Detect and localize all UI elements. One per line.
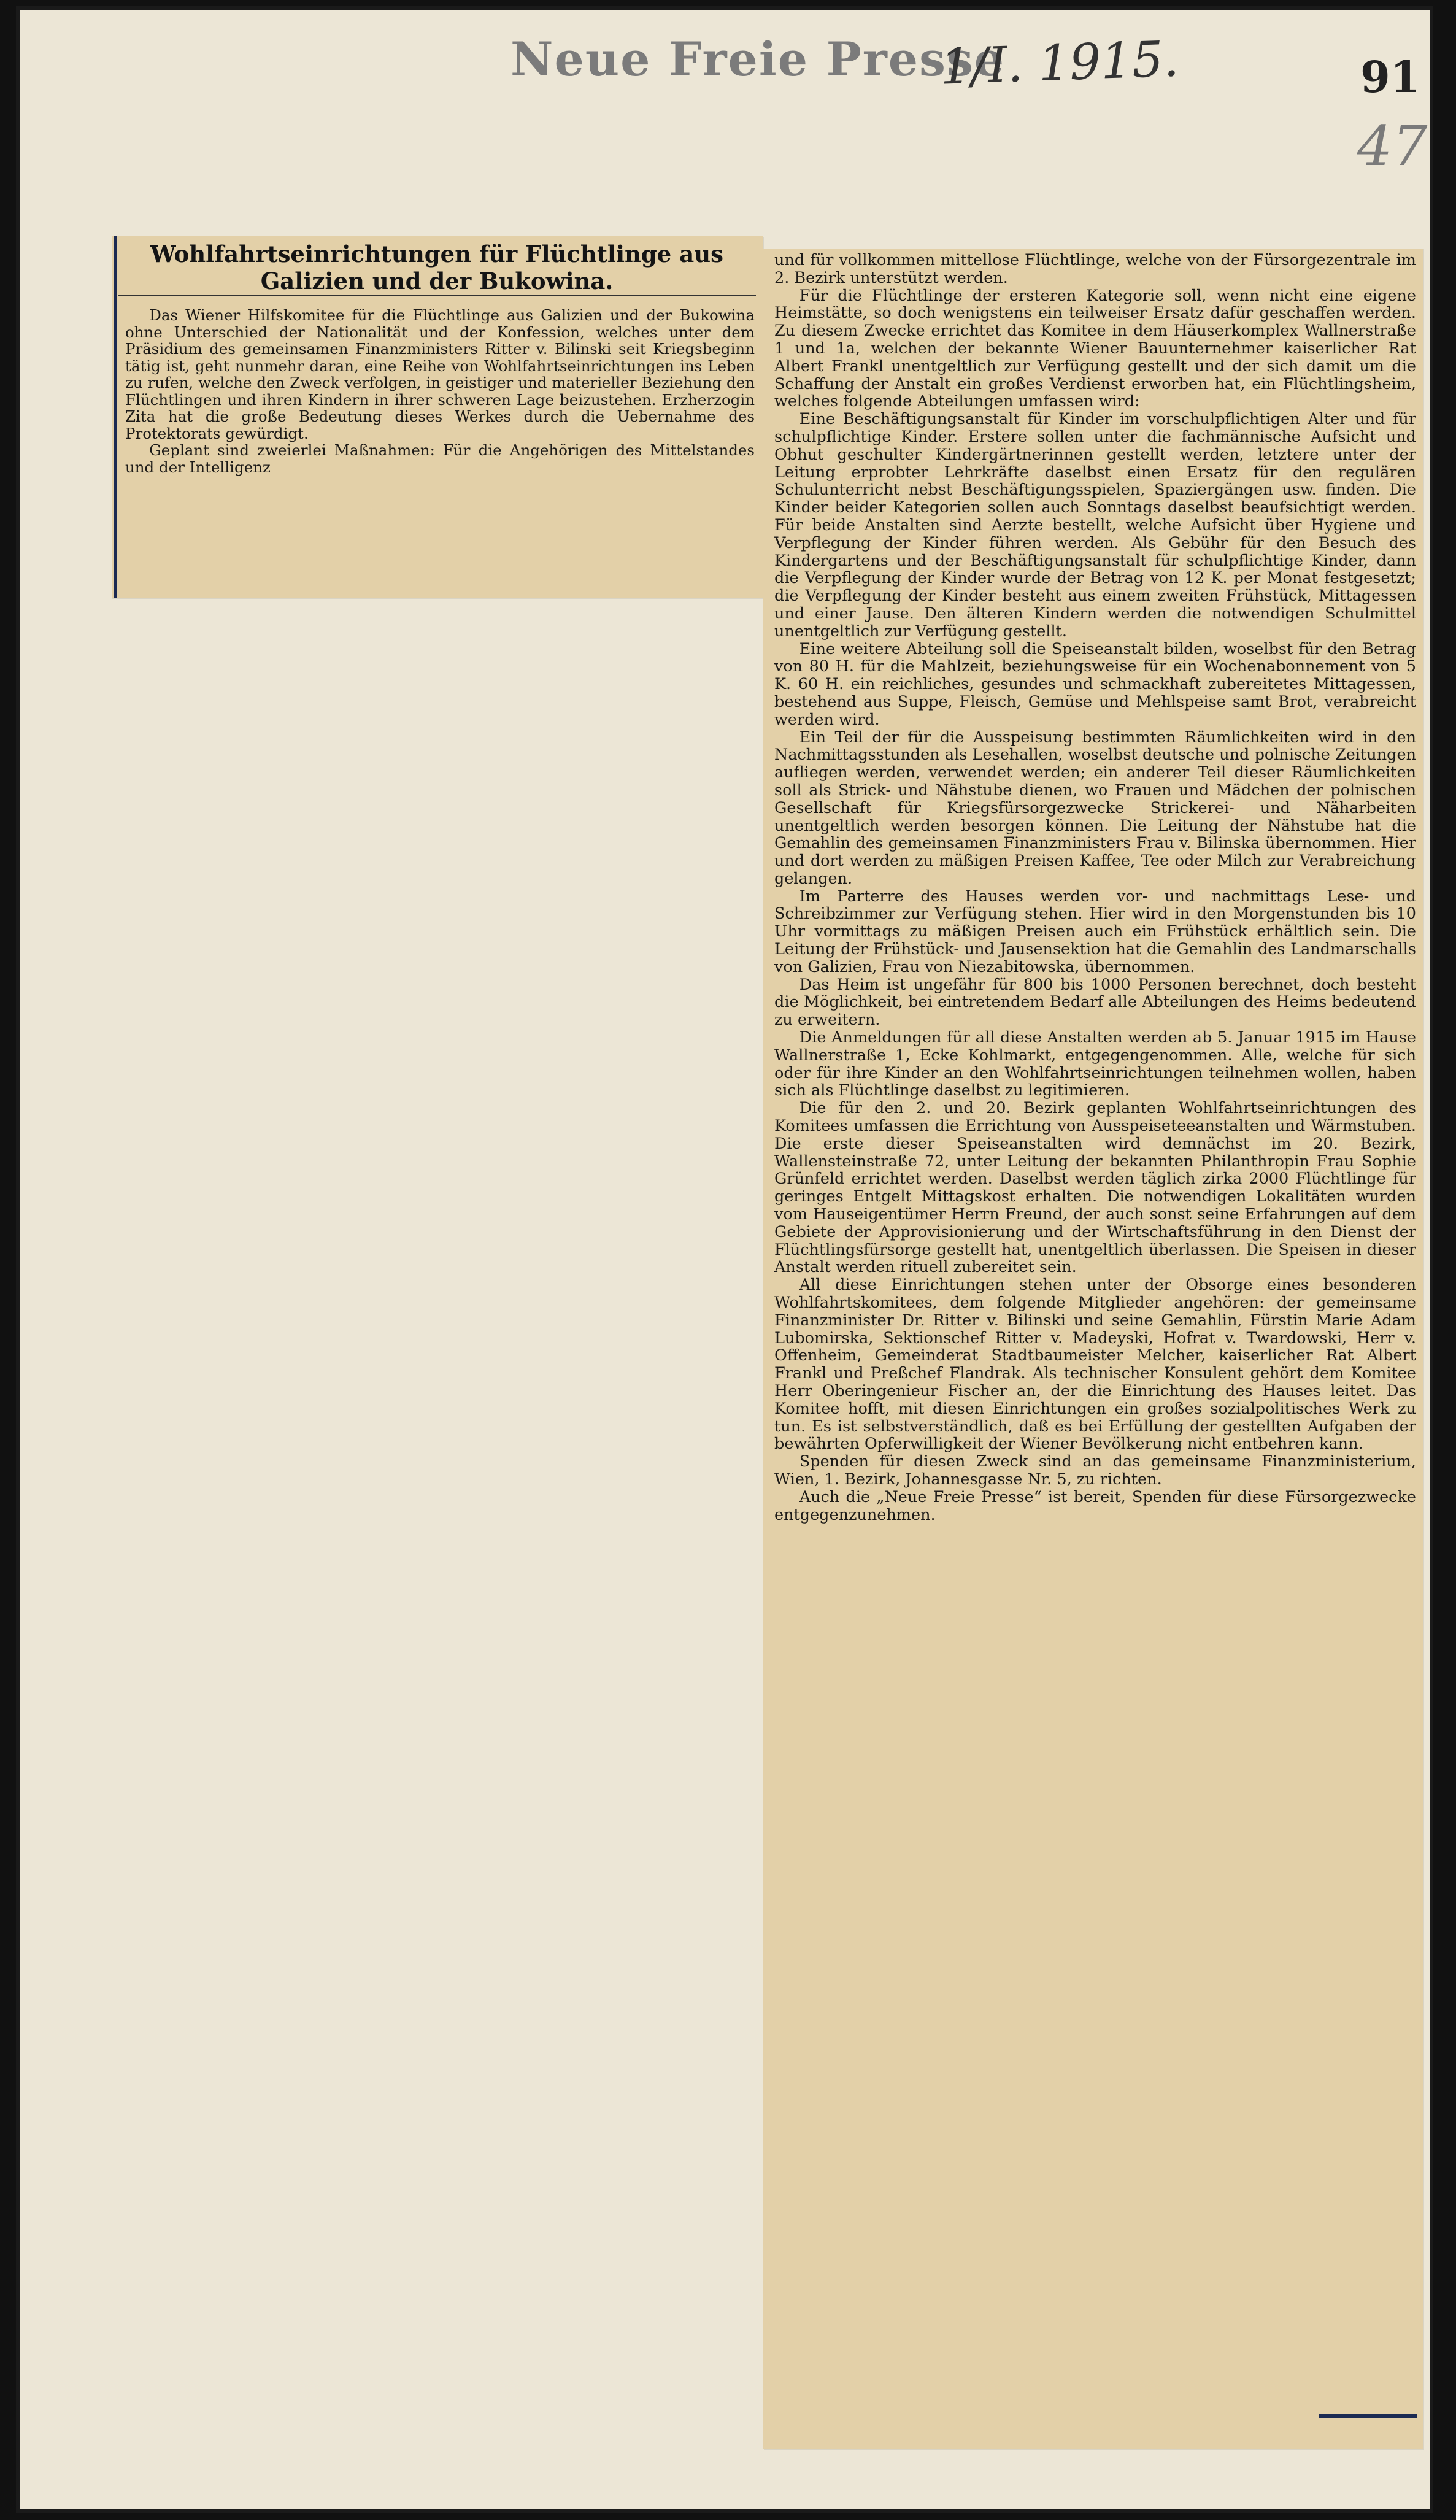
paragraph: Geplant sind zweierlei Maßnahmen: Für die Angehörigen des Mittelstandes und der Intelligenz	[125, 441, 755, 476]
end-rule	[1319, 2414, 1417, 2418]
article-title: Wohlfahrtseinrichtungen für Flüchtlinge aus Galizien und der Bukowina.	[150, 241, 723, 295]
paragraph: Für die Flüchtlinge der ersteren Kategorie soll, wenn nicht eine eigene Heimstätte, so doch wenigstens ein teilweiser Ersatz dafür geschaffen werden. Zu diesem Zwecke errichtet das Komitee in dem Häuserkomplex Wallnerstraße 1 und 1a, welchen der bekannte Wiener Bauunternehmer kaiserlicher Rat Albert Frankl unentgeltlich zur Verfügung gestellt und der sich damit um die Schaffung der Anstalt ein großes Verdienst erworben hat, ein Flüchtlingsheim, welches folgende Abteilungen umfassen wird:	[774, 286, 1416, 411]
handwritten-date: 1/I. 1915.	[939, 30, 1180, 96]
paragraph: Eine Beschäftigungsanstalt für Kinder im vorschulpflichtigen Alter und für schulpflichtige Kinder. Erstere sollen unter die fachmännische Aufsicht und Obhut geschulter Kindergärtnerinnen gestellt werden, letztere unter der Leitung erprobter Lehrkräfte daselbst einen Ersatz für den regulären Schulunterricht nebst Beschäftigungsspielen, Spaziergängen usw. finden. Die Kinder beider Kategorien sollen auch Sonntags daselbst beaufsichtigt werden. Für beide Anstalten sind Aerzte bestellt, welche Aufsicht über Hygiene und Verpflegung der Kinder führen werden. Als Gebühr für den Besuch des Kindergartens und der Beschäftigungsanstalt für schulpflichtige Kinder, dann die Verpflegung der Kinder wurde der Betrag von 12 K. per Monat festgesetzt; die Verpflegung der Kinder besteht aus einem zweiten Frühstück, Mittagessen und einer Jause. Den älteren Kindern werden die notwendigen Schulmittel unentgeltlich zur Verfügung gestellt.	[774, 410, 1416, 641]
paragraph: Spenden für diesen Zweck sind an das gemeinsame Finanzministerium, Wien, 1. Bezirk, Johannesgasse Nr. 5, zu richten.	[774, 1452, 1416, 1489]
paragraph: und für vollkommen mittellose Flüchtlinge, welche von der Fürsorgezentrale im 2. Bezirk unterstützt werden.	[774, 251, 1416, 287]
clipping-edge-mark	[114, 236, 117, 598]
article-column-left	[125, 307, 755, 476]
article-column-right	[774, 252, 1416, 1524]
paragraph: Das Heim ist ungefähr für 800 bis 1000 Personen berechnet, doch besteht die Möglichkeit, bei eintretendem Bedarf alle Abteilungen des Heims bedeutend zu erweitern.	[774, 975, 1416, 1030]
paragraph: Die Anmeldungen für all diese Anstalten werden ab 5. Januar 1915 im Hause Wallnerstraße 1, Ecke Kohlmarkt, entgegengenommen. Alle, welche für sich oder für ihre Kinder an den Wohlfahrtseinrichtungen teilnehmen wollen, haben sich als Flüchtlinge daselbst zu legitimieren.	[774, 1028, 1416, 1100]
paragraph: Eine weitere Abteilung soll die Speiseanstalt bilden, woselbst für den Betrag von 80 H. für die Mahlzeit, beziehungsweise für ein Wochenabonnement von 5 K. 60 H. ein reichliches, gesundes und schmackhaft zubereitetes Mittagessen, bestehend aus Suppe, Fleisch, Gemüse und Mehlspeise samt Brot, verabreicht werden wird.	[774, 639, 1416, 729]
paragraph: All diese Einrichtungen stehen unter der Obsorge eines besonderen Wohlfahrtskomitees, dem folgende Mitglieder angehören: der gemeinsame Finanzminister Dr. Ritter v. Bilinski und seine Gemahlin, Fürstin Marie Adam Lubomirska, Sektionschef Ritter v. Madeyski, Hofrat v. Twardowski, Herr v. Offenheim, Gemeinderat Stadtbaumeister Melcher, kaiserlicher Rat Albert Frankl und Preßchef Flandrak. Als technischer Konsulent gehört dem Komitee Herr Oberingenieur Fischer an, der die Einrichtung des Hauses leitet. Das Komitee hofft, mit diesen Einrichtungen ein großes sozialpolitisches Werk zu tun. Es ist selbstverständlich, daß es bei Erfüllung der gestellten Aufgaben der bewährten Opferwilligkeit der Wiener Bevölkerung nicht entbehren kann.	[774, 1276, 1416, 1454]
paragraph: Im Parterre des Hauses werden vor- und nachmittags Lese- und Schreibzimmer zur Verfügung stehen. Hier wird in den Morgenstunden bis 10 Uhr vormittags zu mäßigen Preisen auch ein Frühstück erhältlich sein. Die Leitung der Frühstück- und Jausensektion hat die Gemahlin des Landmarschalls von Galizien, Frau von Niezabitowska, übernommen.	[774, 887, 1416, 976]
paragraph: Ein Teil der für die Ausspeisung bestimmten Räumlichkeiten wird in den Nachmittagsstunden als Lesehallen, woselbst deutsche und polnische Zeitungen aufliegen werden, verwendet werden; ein anderer Teil dieser Räumlichkeiten soll als Strick- und Nähstube dienen, wo Frauen und Mädchen der polnischen Gesellschaft für Kriegsfürsorgezwecke Strickerei- und Näharbeiten unentgeltlich werden besorgen können. Die Leitung der Nähstube hat die Gemahlin des gemeinsamen Finanzministers Frau v. Bilinska übernommen. Hier und dort werden zu mäßigen Preisen Kaffee, Tee oder Milch zur Verabreichung gelangen.	[774, 728, 1416, 888]
paragraph: Die für den 2. und 20. Bezirk geplanten Wohlfahrtseinrichtungen des Komitees umfassen die Errichtung von Ausspeiseteeanstalten und Wärmstuben. Die erste dieser Speiseanstalten wird demnächst im 20. Bezirk, Wallensteinstraße 72, unter Leitung der bekannten Philanthropin Frau Sophie Grünfeld errichtet werden. Daselbst werden täglich zirka 2000 Flüchtlinge für geringes Entgelt Mittagskost erhalten. Die notwendigen Lokalitäten wurden vom Hauseigentümer Herrn Freund, der auch sonst seine Erfahrungen auf dem Gebiete der Approvisionierung und der Wirtschaftsführung in den Dienst der Flüchtlingsfürsorge gestellt hat, unentgeltlich überlassen. Die Speisen in dieser Anstalt werden rituell zubereitet sein.	[774, 1099, 1416, 1277]
archive-number: 47	[1357, 114, 1428, 179]
page-number: 91	[1360, 52, 1420, 102]
newspaper-source-stamp: Neue Freie Presse	[510, 32, 1006, 87]
paragraph: Das Wiener Hilfskomitee für die Flüchtlinge aus Galizien und der Bukowina ohne Unterschied der Nationalität und der Konfession, welches unter dem Präsidium des gemeinsamen Finanzministers Ritter v. Bilinski seit Kriegsbeginn tätig ist, geht nunmehr daran, eine Reihe von Wohlfahrtseinrichtungen ins Leben zu rufen, welche den Zweck verfolgen, in geistiger und materieller Beziehung den Flüchtlingen und ihren Kindern in ihrer schweren Lage beizustehen. Erzherzogin Zita hat die große Bedeutung dieses Werkes durch die Uebernahme des Protektorats gewürdigt.	[125, 306, 755, 442]
title-divider	[118, 295, 756, 296]
paragraph: Auch die „Neue Freie Presse“ ist bereit, Spenden für diese Fürsorgezwecke entgegenzunehmen.	[774, 1487, 1416, 1524]
